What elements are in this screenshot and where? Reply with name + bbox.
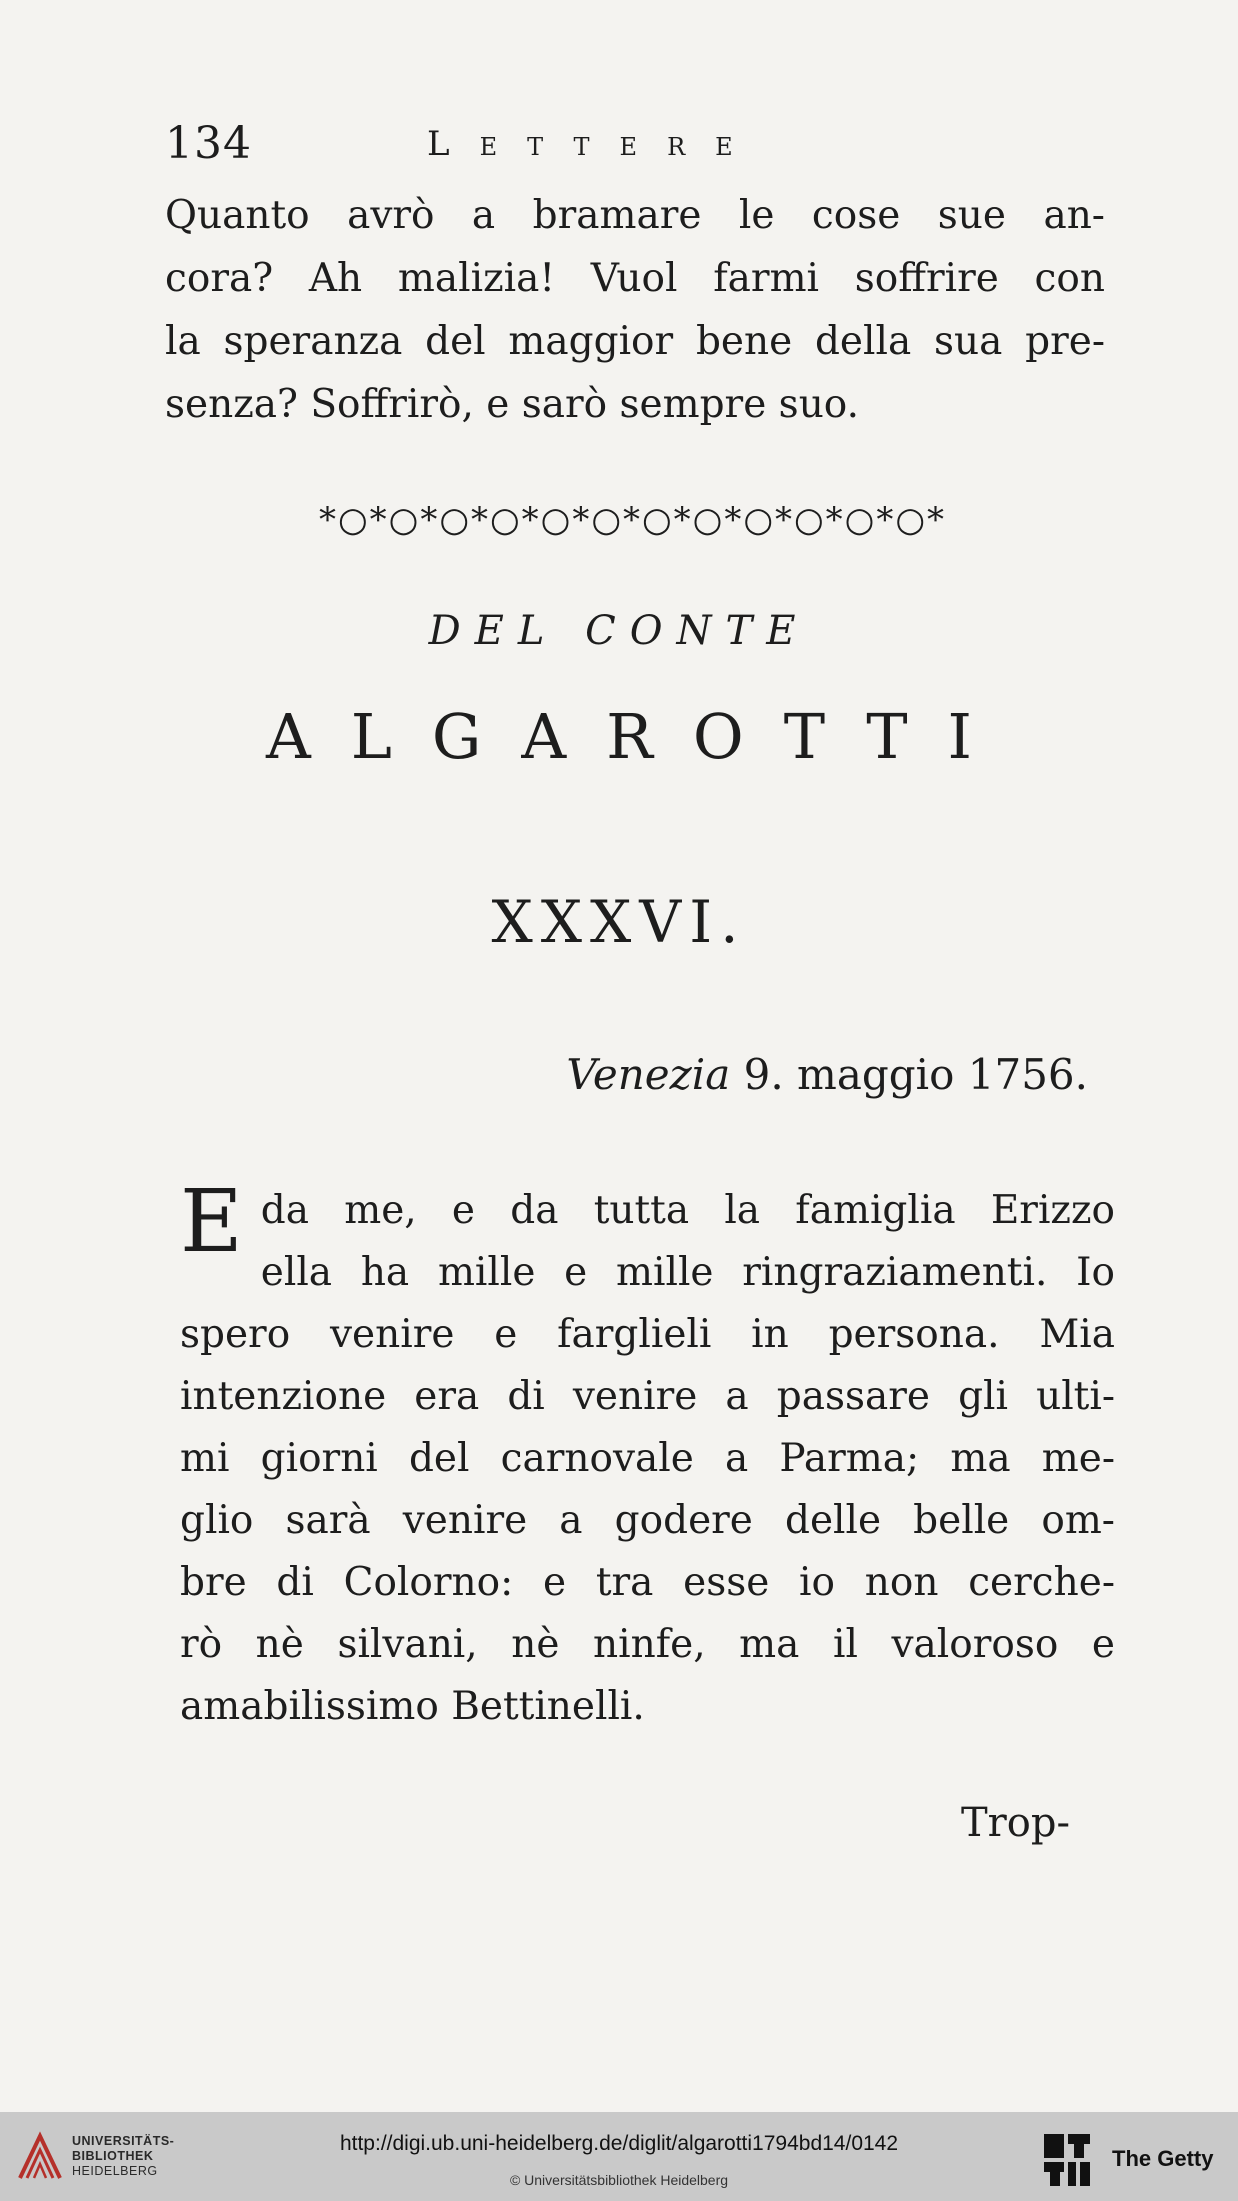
text-line: la speranza del maggior bene della sua pre-	[165, 319, 1105, 364]
letter-body	[180, 1172, 1115, 1738]
page-number: 134	[165, 118, 252, 169]
continuation-paragraph	[165, 184, 1105, 436]
library-name-line: UNIVERSITÄTS-	[72, 2134, 175, 2148]
catchword: Trop-	[960, 1800, 1070, 1846]
heading-prefix: DEL CONTE	[428, 608, 810, 654]
text-line: bre di Colorno: e tra esse io non cerche-	[180, 1560, 1115, 1605]
text-line: senza? Soffrirò, e sarò sempre suo.	[165, 382, 860, 427]
page-header	[165, 118, 1105, 188]
author-heading: ALGAROTTI	[265, 700, 1013, 773]
permalink-url[interactable]: http://digi.ub.uni-heidelberg.de/diglit/algarotti1794bd14/0142	[339, 2132, 899, 2155]
partner-name: The Getty	[1112, 2146, 1214, 2171]
dateline-place: Venezia	[566, 1050, 731, 1099]
drop-cap: E	[180, 1172, 243, 1272]
text-line: Quanto avrò a bramare le cose sue an-	[165, 193, 1105, 238]
dateline	[566, 1050, 1088, 1099]
text-line: ella ha mille e mille ringraziamenti. Io	[260, 1250, 1115, 1295]
ornamental-divider: *○*○*○*○*○*○*○*○*○*○*○*○*	[318, 500, 946, 540]
copyright-notice: © Universitätsbibliothek Heidelberg	[509, 2172, 729, 2188]
text-line: da me, e da tutta la famiglia Erizzo	[260, 1188, 1115, 1233]
getty-logo-icon	[1042, 2132, 1092, 2188]
library-city: HEIDELBERG	[72, 2164, 158, 2178]
text-line: glio sarà venire a godere delle belle om-	[180, 1498, 1115, 1543]
text-line: spero venire e farglieli in persona. Mia	[180, 1312, 1115, 1357]
text-line: rò nè silvani, nè ninfe, ma il valoroso e	[180, 1622, 1115, 1667]
letter-number: XXXVI.	[491, 888, 747, 956]
library-name-line: BIBLIOTHEK	[72, 2149, 154, 2163]
text-line: cora? Ah malizia! Vuol farmi soffrire con	[165, 256, 1105, 301]
running-title: Lettere	[427, 124, 763, 164]
text-line: amabilissimo Bettinelli.	[180, 1684, 645, 1729]
dateline-date: 9. maggio 1756.	[743, 1050, 1088, 1099]
footer-bar	[0, 2112, 1238, 2201]
text-line: intenzione era di venire a passare gli ulti-	[180, 1374, 1115, 1419]
text-line: mi giorni del carnovale a Parma; ma me-	[180, 1436, 1115, 1481]
